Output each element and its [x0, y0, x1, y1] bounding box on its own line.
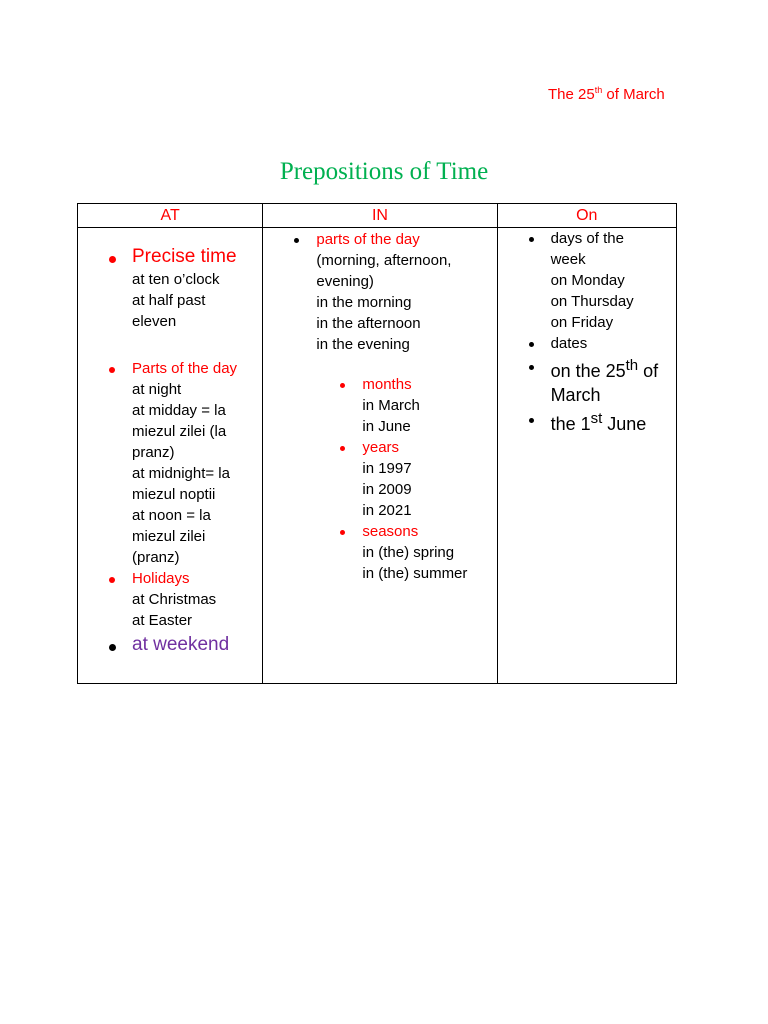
- in-months-label: months: [362, 376, 412, 393]
- in-line: in the afternoon: [316, 315, 421, 332]
- bullet-icon: [529, 418, 534, 423]
- on-date1-suffix: June: [602, 414, 647, 434]
- at-line: (pranz): [132, 549, 180, 566]
- in-line: in the evening: [316, 336, 410, 353]
- date-suffix: of March: [606, 86, 665, 103]
- column-header-on: On: [497, 204, 676, 228]
- bullet-icon: [340, 530, 345, 535]
- at-weekend-label: at weekend: [132, 634, 230, 655]
- on-date25-prefix: on the 25: [550, 361, 626, 381]
- at-precise-label: Precise time: [132, 246, 237, 267]
- list-item: [263, 229, 496, 250]
- on-date1-prefix: the 1: [550, 414, 591, 434]
- on-line: on Friday: [550, 314, 614, 331]
- in-line: in 1997: [362, 460, 412, 477]
- at-holidays-label: Holidays: [132, 570, 190, 587]
- in-line: in March: [362, 397, 420, 414]
- at-line: at Christmas: [132, 591, 217, 608]
- at-precise-block: [78, 245, 262, 332]
- list-item: [263, 374, 496, 395]
- at-line: at half past: [132, 292, 206, 309]
- on-date1-sup: st: [590, 410, 603, 427]
- list-item: [498, 228, 676, 249]
- at-line: at midnight= la: [132, 465, 230, 482]
- at-line: miezul zilei: [132, 528, 206, 545]
- in-line: in the morning: [316, 294, 412, 311]
- bullet-icon: [109, 577, 115, 583]
- on-days-label: days of the: [550, 230, 624, 247]
- column-header-at: AT: [78, 204, 263, 228]
- in-line: in 2009: [362, 481, 412, 498]
- at-line: miezul noptii: [132, 486, 216, 503]
- list-item: [78, 245, 262, 269]
- bullet-icon: [109, 644, 116, 651]
- bullet-icon: [529, 342, 534, 347]
- in-line: in (the) summer: [362, 565, 468, 582]
- list-item: [498, 407, 676, 436]
- at-parts-label: Parts of the day: [132, 360, 238, 377]
- list-item: [498, 354, 676, 383]
- list-item: [263, 437, 496, 458]
- at-line: at midday = la: [132, 402, 226, 419]
- on-days-block: [498, 228, 676, 436]
- in-line: evening): [316, 273, 374, 290]
- table-header-row: [78, 204, 677, 228]
- date-sup: th: [594, 85, 603, 95]
- in-years-label: years: [362, 439, 400, 456]
- prepositions-table: [77, 203, 677, 684]
- on-dates-label: dates: [550, 335, 588, 352]
- bullet-icon: [109, 256, 116, 263]
- on-line: on Thursday: [550, 293, 634, 310]
- on-line: on Monday: [550, 272, 625, 289]
- bullet-icon: [529, 365, 534, 370]
- at-weekend-block: [78, 633, 262, 657]
- at-line: at Easter: [132, 612, 193, 629]
- list-item: [78, 633, 262, 657]
- in-line: in 2021: [362, 502, 412, 519]
- table-body-row: [78, 228, 677, 684]
- date-prefix: The 25: [548, 86, 595, 103]
- list-item: [78, 358, 262, 379]
- bullet-icon: [109, 367, 115, 373]
- on-line: March: [550, 385, 601, 405]
- at-line: miezul zilei (la: [132, 423, 227, 440]
- at-line: at ten o’clock: [132, 271, 220, 288]
- in-line: (morning, afternoon,: [316, 252, 452, 269]
- in-months-block: [263, 374, 496, 584]
- at-line: at night: [132, 381, 182, 398]
- bullet-icon: [529, 237, 534, 242]
- at-line: at noon = la: [132, 507, 211, 524]
- on-column-cell: [497, 228, 676, 684]
- date-heading: [548, 86, 665, 103]
- bullet-icon: [294, 238, 299, 243]
- list-item: [498, 333, 676, 354]
- on-date25-suffix: of: [638, 361, 659, 381]
- at-parts-block: [78, 358, 262, 631]
- in-line: in (the) spring: [362, 544, 455, 561]
- at-column-cell: [78, 228, 263, 684]
- column-header-in: IN: [263, 204, 497, 228]
- in-line: in June: [362, 418, 411, 435]
- list-item: [263, 521, 496, 542]
- bullet-icon: [340, 446, 345, 451]
- on-date25-sup: th: [625, 357, 639, 374]
- at-line: pranz): [132, 444, 175, 461]
- in-parts-label: parts of the day: [316, 231, 420, 248]
- on-line: week: [550, 251, 586, 268]
- page-title: Prepositions of Time: [279, 158, 489, 185]
- list-item: [78, 568, 262, 589]
- at-line: eleven: [132, 313, 177, 330]
- in-seasons-label: seasons: [362, 523, 419, 540]
- in-parts-block: [263, 229, 496, 355]
- bullet-icon: [340, 383, 345, 388]
- in-column-cell: [263, 228, 497, 684]
